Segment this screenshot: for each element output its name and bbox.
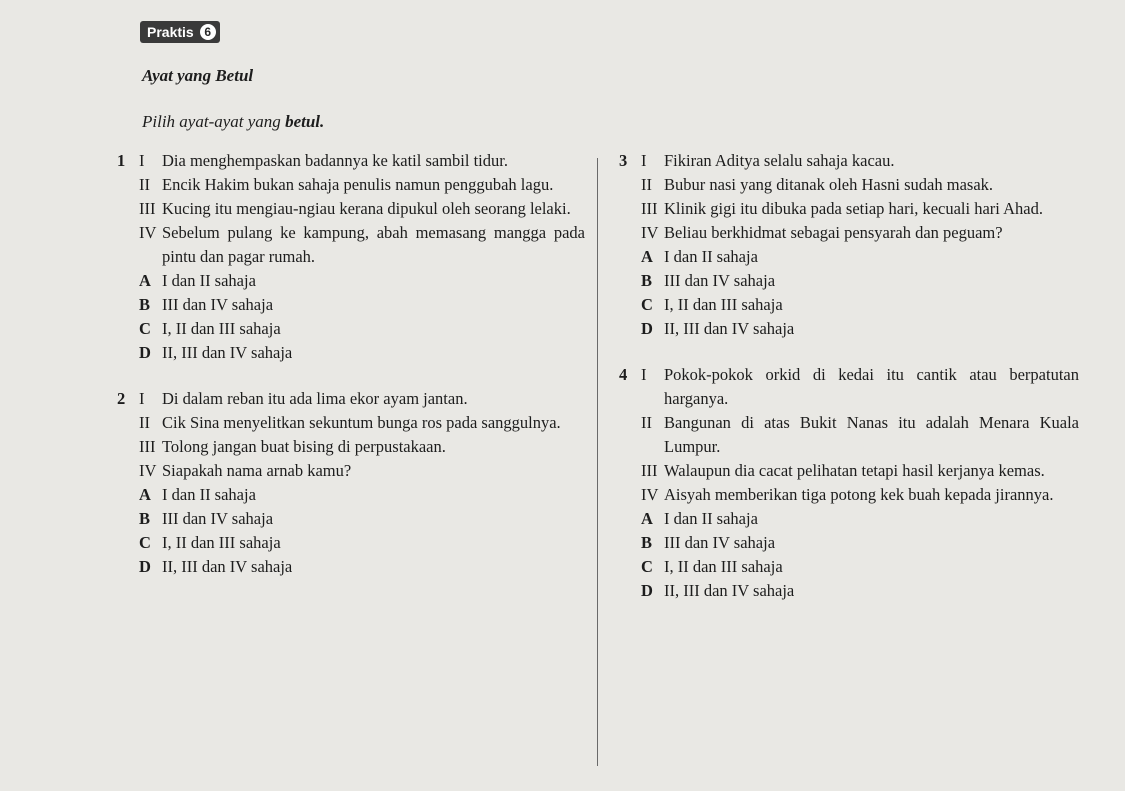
option-letter: B: [139, 295, 151, 314]
option-text: II, III dan IV sahaja: [162, 557, 293, 576]
statement-roman: I: [139, 389, 145, 408]
question-body: [139, 387, 585, 579]
option-text: I, II dan III sahaja: [664, 295, 783, 314]
question-spacer: [619, 341, 1079, 363]
statement-text: Aisyah memberikan tiga potong kek buah kepada jirannya.: [664, 485, 1054, 504]
statement: [139, 221, 585, 269]
statement-roman: IV: [139, 461, 157, 480]
option-letter: D: [641, 581, 653, 600]
statement-text: Bubur nasi yang ditanak oleh Hasni sudah masak.: [664, 175, 994, 194]
statement-roman: I: [139, 151, 145, 170]
answer-option: [139, 317, 585, 341]
statement-text: Encik Hakim bukan sahaja penulis namun penggubah lagu.: [162, 175, 554, 194]
question-spacer: [117, 365, 585, 387]
statement-text: Klinik gigi itu dibuka pada setiap hari, kecuali hari Ahad.: [664, 199, 1043, 218]
answer-option: [641, 269, 1079, 293]
answer-option: [641, 317, 1079, 341]
statement-text: Walaupun dia cacat pelihatan tetapi hasil kerjanya kemas.: [664, 461, 1045, 480]
statement: [641, 197, 1079, 221]
option-letter: C: [641, 295, 653, 314]
statement-roman: III: [139, 199, 156, 218]
question-number: 2: [117, 389, 126, 408]
practice-badge: [140, 21, 220, 43]
answer-option: [139, 531, 585, 555]
option-letter: D: [139, 343, 151, 362]
option-text: I dan II sahaja: [162, 271, 256, 290]
instruction-emphasis: betul.: [285, 112, 325, 131]
statement-text: Sebelum pulang ke kampung, abah memasang mangga pada pintu dan pagar rumah.: [162, 223, 585, 266]
statement: [139, 411, 585, 435]
question-number: 1: [117, 151, 126, 170]
statement-roman: III: [641, 199, 658, 218]
option-text: I dan II sahaja: [162, 485, 256, 504]
statement: [641, 459, 1079, 483]
section-title: Ayat yang Betul: [142, 66, 254, 85]
answer-option: [641, 507, 1079, 531]
answer-option: [641, 245, 1079, 269]
left-column: [117, 149, 585, 579]
statement-text: Dia menghempaskan badannya ke katil sambil tidur.: [162, 151, 508, 170]
statement: [139, 173, 585, 197]
question-body: [139, 149, 585, 365]
answer-option: [641, 293, 1079, 317]
statement: [641, 411, 1079, 459]
statement-roman: III: [139, 437, 156, 456]
question-number: 3: [619, 151, 628, 170]
answer-option: [139, 293, 585, 317]
question-4: [619, 363, 1079, 603]
badge-label: Praktis: [147, 24, 194, 40]
answer-option: [139, 483, 585, 507]
statement: [139, 435, 585, 459]
question-body: [641, 363, 1079, 603]
statement: [641, 149, 1079, 173]
option-letter: B: [139, 509, 151, 528]
option-letter: D: [641, 319, 653, 338]
instruction-text: Pilih ayat-ayat yang: [142, 112, 286, 131]
statement: [139, 459, 585, 483]
statement-roman: I: [641, 365, 647, 384]
statement-roman: IV: [641, 485, 659, 504]
question-3: [619, 149, 1079, 341]
answer-option: [139, 555, 585, 579]
option-letter: B: [641, 271, 653, 290]
option-text: III dan IV sahaja: [162, 509, 274, 528]
right-column: [619, 149, 1079, 603]
statement-text: Fikiran Aditya selalu sahaja kacau.: [664, 151, 895, 170]
statement: [139, 149, 585, 173]
statement: [641, 363, 1079, 411]
option-letter: A: [139, 271, 151, 290]
answer-option: [139, 269, 585, 293]
statement-roman: IV: [139, 223, 157, 242]
option-text: II, III dan IV sahaja: [162, 343, 293, 362]
answer-option: [641, 579, 1079, 603]
option-text: I, II dan III sahaja: [162, 533, 281, 552]
statement-roman: IV: [641, 223, 659, 242]
statement-text: Cik Sina menyelitkan sekuntum bunga ros pada sanggulnya.: [162, 413, 561, 432]
statement-text: Beliau berkhidmat sebagai pensyarah dan peguam?: [664, 223, 1003, 242]
option-letter: C: [641, 557, 653, 576]
answer-option: [641, 531, 1079, 555]
option-text: II, III dan IV sahaja: [664, 581, 795, 600]
statement-text: Siapakah nama arnab kamu?: [162, 461, 352, 480]
statement-roman: II: [641, 175, 652, 194]
statement-text: Di dalam reban itu ada lima ekor ayam jantan.: [162, 389, 468, 408]
option-letter: B: [641, 533, 653, 552]
answer-option: [641, 555, 1079, 579]
option-text: I, II dan III sahaja: [162, 319, 281, 338]
option-text: I dan II sahaja: [664, 509, 758, 528]
option-letter: C: [139, 319, 151, 338]
statement: [139, 387, 585, 411]
question-2: [117, 387, 585, 579]
option-text: I, II dan III sahaja: [664, 557, 783, 576]
statement-text: Pokok-pokok orkid di kedai itu cantik atau berpatutan harganya.: [664, 365, 1079, 408]
option-text: III dan IV sahaja: [664, 271, 776, 290]
statement-roman: II: [641, 413, 652, 432]
question-body: [641, 149, 1079, 341]
question-number: 4: [619, 365, 628, 384]
column-divider: [597, 158, 598, 766]
statement: [641, 221, 1079, 245]
statement-roman: II: [139, 413, 150, 432]
option-text: III dan IV sahaja: [162, 295, 274, 314]
answer-option: [139, 341, 585, 365]
option-text: I dan II sahaja: [664, 247, 758, 266]
option-letter: A: [641, 509, 653, 528]
statement-text: Tolong jangan buat bising di perpustakaan.: [162, 437, 446, 456]
statement: [641, 483, 1079, 507]
statement-text: Kucing itu mengiau-ngiau kerana dipukul oleh seorang lelaki.: [162, 199, 571, 218]
statement: [641, 173, 1079, 197]
option-text: III dan IV sahaja: [664, 533, 776, 552]
statement-roman: III: [641, 461, 658, 480]
statement-roman: I: [641, 151, 647, 170]
badge-number: 6: [200, 24, 216, 40]
statement: [139, 197, 585, 221]
option-letter: A: [139, 485, 151, 504]
option-letter: A: [641, 247, 653, 266]
question-1: [117, 149, 585, 365]
instruction: [142, 112, 324, 132]
option-text: II, III dan IV sahaja: [664, 319, 795, 338]
option-letter: C: [139, 533, 151, 552]
answer-option: [139, 507, 585, 531]
statement-roman: II: [139, 175, 150, 194]
option-letter: D: [139, 557, 151, 576]
statement-text: Bangunan di atas Bukit Nanas itu adalah Menara Kuala Lumpur.: [664, 413, 1079, 456]
